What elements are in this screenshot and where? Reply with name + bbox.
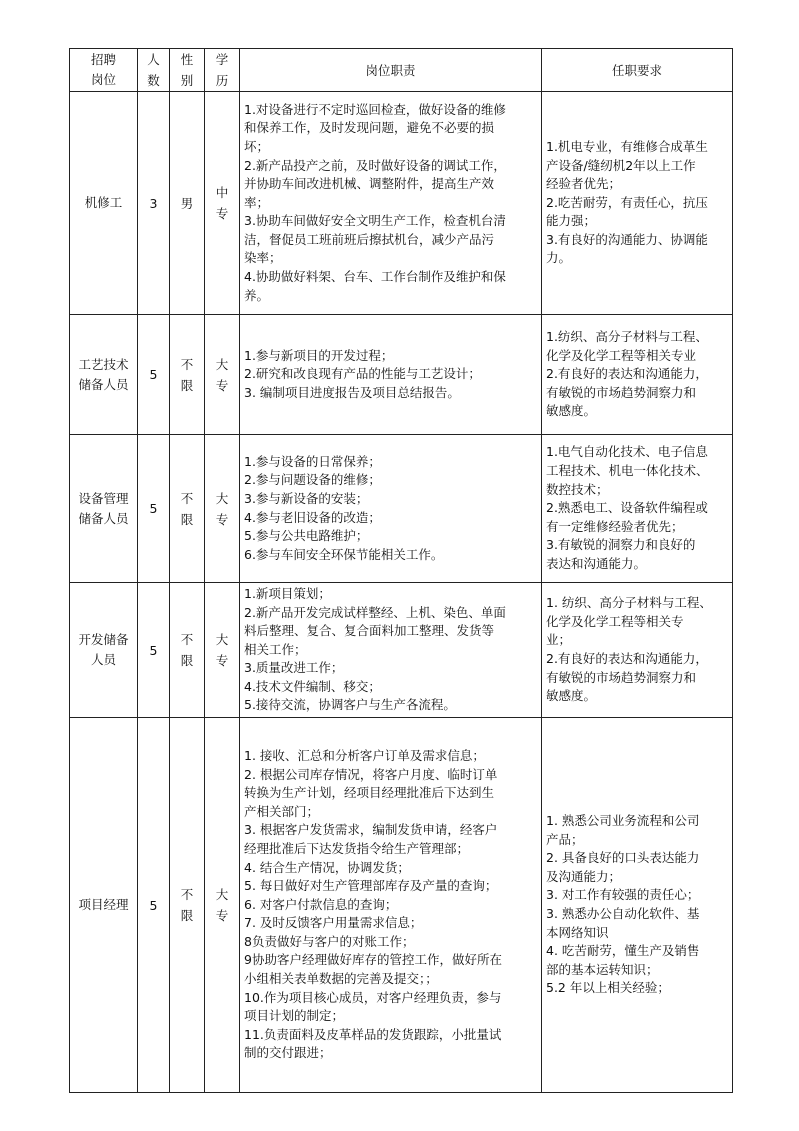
requirement-line: 数控技术；: [546, 481, 609, 497]
requirement-line: 1.机电专业，有维修合成革生: [546, 138, 708, 154]
duty-line: 2. 根据公司库存情况，将客户月度、临时订单: [244, 766, 498, 782]
duty-line: 洁，督促员工班前班后擦拭机台，减少产品污: [244, 231, 495, 247]
duty-line: 5.参与公共电路维护；: [244, 528, 369, 544]
duty-line: 1.参与新项目的开发过程；: [244, 347, 394, 363]
duty-line: 9协助客户经理做好库存的管控工作，做好所在: [244, 952, 502, 968]
duty-line: 6.参与车间安全环保节能相关工作。: [244, 546, 444, 562]
header-count: 人数: [138, 49, 170, 92]
cell-duties: [240, 718, 542, 1093]
cell-gender: [170, 435, 205, 583]
recruitment-table: [69, 48, 733, 1093]
duty-line: 1.新项目策划；: [244, 585, 331, 601]
education-value: 大专: [215, 356, 229, 393]
duty-line: 3.协助车间做好安全文明生产工作，检查机台清: [244, 213, 506, 229]
position-name: 项目经理: [78, 897, 129, 912]
requirement-line: 2.有良好的表达和沟通能力，: [546, 651, 708, 666]
duty-line: 3.质量改进工作；: [244, 660, 344, 676]
duty-line: 10.作为项目核心成员，对客户经理负责，参与: [244, 989, 502, 1005]
duty-line: 4. 结合生产情况，协调发货；: [244, 859, 410, 875]
duty-line: 1.对设备进行不定时巡回检查，做好设备的维修: [244, 101, 506, 117]
requirement-line: 产品；: [546, 831, 584, 847]
requirement-line: 化学及化学工程等相关专业: [546, 347, 697, 363]
gender-value: 不限: [180, 356, 194, 393]
requirement-line: 工程技术、机电一体化技术、: [546, 463, 709, 479]
position-name: 机修工: [84, 195, 123, 210]
requirement-line: 2.有良好的表达和沟通能力，: [546, 366, 708, 382]
education-value: 中专: [215, 185, 229, 221]
cell-position: [70, 92, 138, 315]
cell-requirements: [542, 435, 733, 583]
duty-line: 5.接待交流，协调客户与生产各流程。: [244, 697, 456, 713]
duty-line: 坏；: [244, 138, 270, 154]
requirement-line: 本网络知识: [546, 924, 609, 940]
duty-line: 和保养工作，及时发现问题，避免不必要的损: [244, 120, 495, 136]
duty-line: 项目计划的制定；: [244, 1008, 345, 1024]
requirement-line: 1. 熟悉公司业务流程和公司: [546, 813, 700, 829]
cell-count: 3: [138, 92, 170, 315]
cell-gender: [170, 718, 205, 1093]
header-position: 招聘岗位: [70, 49, 138, 92]
duty-line: 2.新产品投产之前，及时做好设备的调试工作，: [244, 157, 506, 173]
gender-value: 男: [180, 195, 194, 211]
duty-line: 养。: [244, 287, 270, 303]
requirement-line: 3.有良好的沟通能力、协调能: [546, 231, 708, 247]
duty-line: 3. 根据客户发货需求，编制发货申请，经客户: [244, 822, 498, 838]
cell-count: 5: [138, 315, 170, 435]
duty-line: 2.新产品开发完成试样整经、上机、染色、单面: [244, 604, 506, 620]
cell-count: 5: [138, 718, 170, 1093]
cell-count: 5: [138, 435, 170, 583]
education-value: 大专: [215, 887, 229, 923]
cell-requirements: [542, 718, 733, 1093]
cell-count: 5: [138, 583, 170, 718]
table-row: [70, 718, 733, 1093]
duty-line: 经理批准后下达发货指令给生产管理部；: [244, 840, 470, 856]
cell-duties: [240, 315, 542, 435]
duty-line: 1. 接收、汇总和分析客户订单及需求信息；: [244, 747, 485, 763]
requirement-line: 部的基本运转知识；: [546, 961, 659, 977]
cell-education: [205, 92, 240, 315]
duty-line: 转换为生产计划，经项目经理批准后下达到生: [244, 785, 495, 801]
cell-gender: [170, 315, 205, 435]
requirement-line: 有敏锐的市场趋势洞察力和: [546, 384, 697, 400]
requirement-line: 及沟通能力；: [546, 868, 622, 884]
cell-education: [205, 315, 240, 435]
requirement-line: 4. 吃苦耐劳，懂生产及销售: [546, 943, 700, 959]
duty-line: 制的交付跟进；: [244, 1045, 332, 1061]
duty-line: 并协助车间改进机械、调整附件，提高生产效: [244, 176, 495, 192]
duty-line: 1.参与设备的日常保养；: [244, 453, 381, 469]
position-name: 开发储备人员: [78, 632, 129, 667]
duty-line: 率；: [244, 194, 270, 210]
requirement-line: 3. 熟悉办公自动化软件、基: [546, 906, 700, 921]
table-row: [70, 92, 733, 315]
gender-value: 不限: [180, 887, 194, 923]
cell-gender: [170, 92, 205, 315]
cell-duties: [240, 435, 542, 583]
table-row: [70, 315, 733, 435]
duty-line: 8负责做好与客户的对账工作；: [244, 933, 415, 949]
table-row: [70, 435, 733, 583]
cell-position: [70, 435, 138, 583]
cell-education: [205, 718, 240, 1093]
cell-position: [70, 583, 138, 718]
duty-line: 4.协助做好料架、台车、工作台制作及维护和保: [244, 269, 506, 285]
cell-education: [205, 583, 240, 718]
cell-requirements: [542, 583, 733, 718]
position-name: 设备管理储备人员: [78, 490, 129, 526]
requirement-line: 业；: [546, 632, 572, 648]
gender-value: 不限: [180, 490, 194, 527]
requirement-line: 经验者优先；: [546, 176, 622, 192]
position-name: 工艺技术储备人员: [78, 356, 129, 392]
requirement-line: 5.2 年以上相关经验；: [546, 980, 670, 996]
duty-line: 相关工作；: [244, 641, 307, 657]
requirement-line: 力。: [546, 250, 572, 266]
education-value: 大专: [215, 632, 229, 668]
header-row: [70, 49, 733, 92]
duty-line: 料后整理、复合、复合面料加工整理、发货等: [244, 623, 495, 639]
education-value: 大专: [215, 490, 229, 527]
cell-requirements: [542, 92, 733, 315]
requirement-line: 能力强；: [546, 213, 597, 229]
header-gender: 性别: [170, 49, 205, 92]
requirement-line: 3.有敏锐的洞察力和良好的: [546, 537, 696, 553]
requirement-line: 1. 纺织、高分子材料与工程、: [546, 595, 712, 611]
duty-line: 2.参与问题设备的维修；: [244, 472, 381, 488]
requirement-line: 化学及化学工程等相关专: [546, 613, 684, 629]
cell-requirements: [542, 315, 733, 435]
gender-value: 不限: [180, 632, 194, 668]
duty-line: 6. 对客户付款信息的查询；: [244, 896, 398, 912]
duty-line: 产相关部门；: [244, 803, 320, 819]
requirement-line: 2. 具备良好的口头表达能力: [546, 850, 700, 866]
requirement-line: 2.吃苦耐劳，有责任心，抗压: [546, 194, 708, 210]
duty-line: 小组相关表单数据的完善及提交；；: [244, 971, 438, 987]
cell-duties: [240, 583, 542, 718]
duty-line: 11.负责面料及皮革样品的发货跟踪，小批量试: [244, 1026, 502, 1042]
duty-line: 3.参与新设备的安装；: [244, 490, 369, 506]
requirement-line: 1.纺织、高分子材料与工程、: [546, 329, 708, 345]
requirement-line: 表达和沟通能力。: [546, 555, 647, 571]
duty-line: 4.技术文件编制、移交；: [244, 678, 381, 694]
requirement-line: 3. 对工作有较强的责任心；: [546, 887, 700, 903]
cell-education: [205, 435, 240, 583]
cell-position: [70, 315, 138, 435]
cell-duties: [240, 92, 542, 315]
requirement-line: 有敏锐的市场趋势洞察力和: [546, 669, 697, 685]
duty-line: 4.参与老旧设备的改造；: [244, 509, 381, 525]
cell-position: [70, 718, 138, 1093]
duty-line: 2.研究和改良现有产品的性能与工艺设计；: [244, 366, 481, 382]
table-row: [70, 583, 733, 718]
requirement-line: 产设备/缝纫机2年以上工作: [546, 157, 696, 173]
requirement-line: 2.熟悉电工、设备软件编程或: [546, 500, 708, 516]
requirement-line: 有一定维修经验者优先；: [546, 518, 684, 534]
requirement-line: 敏感度。: [546, 403, 597, 419]
header-education: 学历: [205, 49, 240, 92]
duty-line: 5. 每日做好对生产管理部库存及产量的查询；: [244, 878, 498, 894]
header-requirements: 任职要求: [542, 49, 733, 92]
header-duties: 岗位职责: [240, 49, 542, 92]
requirement-line: 敏感度。: [546, 688, 597, 704]
duty-line: 染率；: [244, 250, 282, 266]
cell-gender: [170, 583, 205, 718]
duty-line: 3. 编制项目进度报告及项目总结报告。: [244, 384, 460, 400]
duty-line: 7. 及时反馈客户用量需求信息；: [244, 915, 423, 931]
requirement-line: 1.电气自动化技术、电子信息: [546, 444, 708, 460]
